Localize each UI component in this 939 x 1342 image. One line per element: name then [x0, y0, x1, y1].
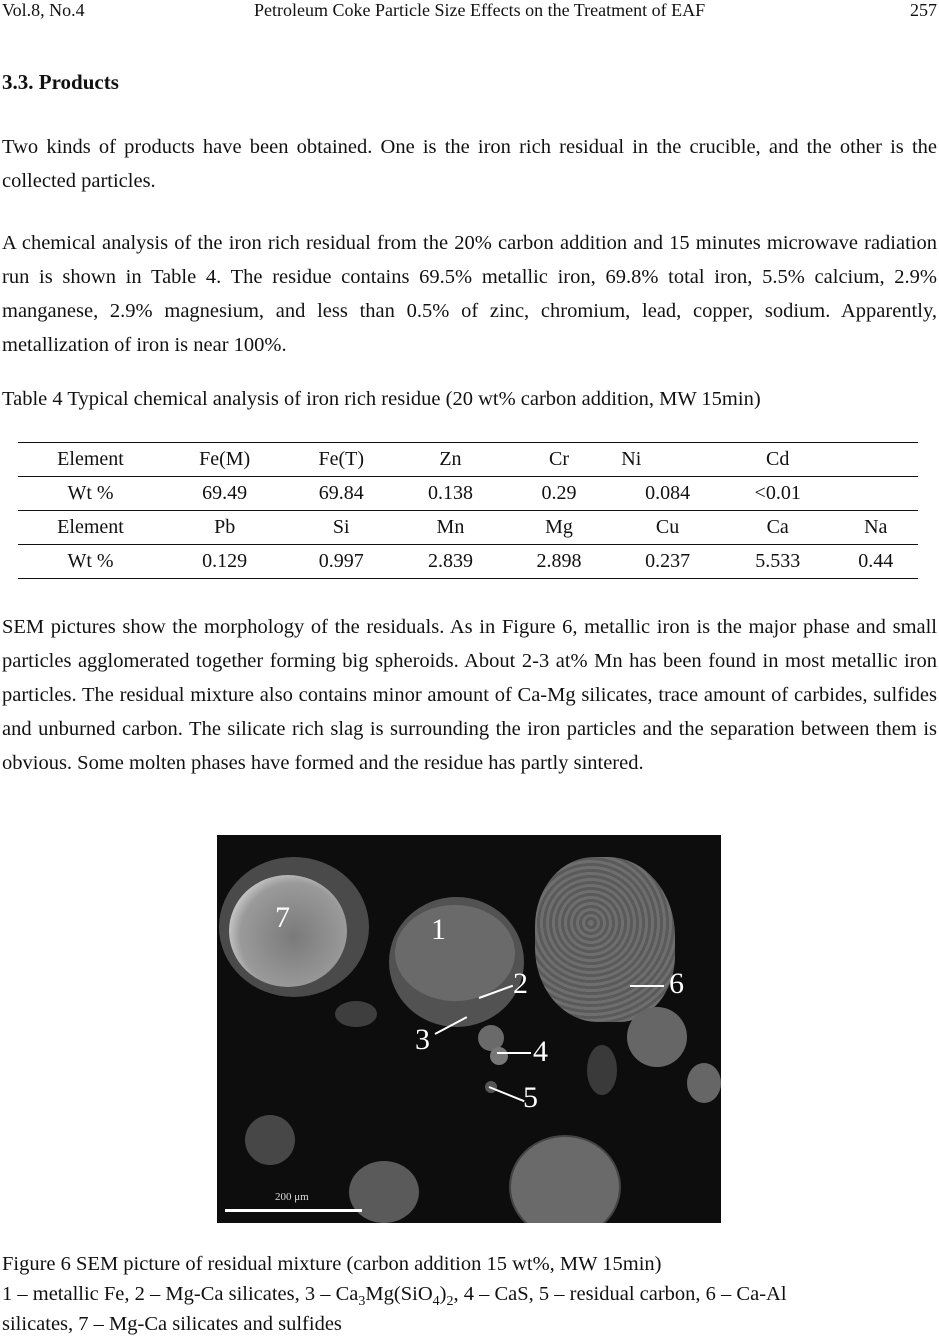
subscript: 3	[358, 1294, 366, 1310]
subscript: 4	[432, 1294, 440, 1310]
table-cell: 0.084	[613, 477, 722, 511]
sem-image	[217, 835, 721, 1223]
table-cell: 0.29	[505, 477, 614, 511]
table-cell: Ca	[722, 511, 834, 545]
table-cell: 0.44	[834, 545, 918, 579]
scale-bar	[225, 1209, 362, 1212]
table-cell: 0.129	[163, 545, 286, 579]
page-number: 257	[910, 0, 937, 20]
paragraph-sem: SEM pictures show the morphology of the residuals. As in Figure 6, metallic iron is the major phase and small particles agglomerated together forming big spheroids. About 2-3 at% Mn has been found in most metallic iron particles. The residual mixture also contains minor amount of Ca-Mg silicates, trace amount of carbides, sulfides and unburned carbon. The silicate rich slag is surrounding the iron particles and the separation between them is obvious. Some molten phases have formed and the residue has partly sintered.	[2, 616, 937, 774]
particle-misc	[587, 1045, 617, 1095]
particle-6	[535, 857, 675, 1022]
table-cell: 0.138	[396, 477, 505, 511]
table-cell: Wt %	[18, 477, 163, 511]
label-5: 5	[523, 1081, 538, 1114]
particle-right-small	[687, 1063, 721, 1103]
table-cell: Mn	[396, 511, 505, 545]
section-heading: 3.3. Products	[2, 70, 119, 94]
table-cell: 0.997	[286, 545, 396, 579]
particle-misc	[245, 1115, 295, 1165]
label-7: 7	[275, 901, 290, 934]
figure-legend-line2: silicates, 7 – Mg-Ca silicates and sulfides	[2, 1313, 342, 1335]
table-cell: 2.839	[396, 545, 505, 579]
label-6: 6	[669, 967, 684, 1000]
table-cell: Cu	[613, 511, 722, 545]
table-cell	[834, 443, 918, 477]
particle-misc	[335, 1001, 377, 1027]
legend-text: 1 – metallic Fe, 2 – Mg-Ca silicates, 3 – Ca	[2, 1283, 359, 1305]
table-cell: 5.533	[722, 545, 834, 579]
label-4: 4	[533, 1035, 548, 1068]
table-cell: <0.01	[722, 477, 834, 511]
label-3: 3	[415, 1023, 430, 1056]
table-cell: Element	[18, 511, 163, 545]
running-header	[0, 0, 939, 22]
arrow-5	[489, 1086, 525, 1102]
table-row	[18, 443, 918, 477]
figure-caption: Figure 6 SEM picture of residual mixture (carbon addition 15 wt%, MW 15min)	[2, 1253, 662, 1275]
table-cell: Cd	[722, 443, 834, 477]
table-cell: Zn	[396, 443, 505, 477]
table-row	[18, 511, 918, 545]
arrow-4	[497, 1052, 531, 1054]
legend-text: Mg(SiO	[365, 1283, 433, 1305]
table-cell: Pb	[163, 511, 286, 545]
particle-misc	[349, 1161, 419, 1223]
table-cell: Fe(M)	[163, 443, 286, 477]
table-cell: Wt %	[18, 545, 163, 579]
running-title: Petroleum Coke Particle Size Effects on the Treatment of EAF	[254, 0, 706, 20]
table-cell: Na	[834, 511, 918, 545]
table-row	[18, 477, 918, 511]
table-cell: 0.237	[613, 545, 722, 579]
table-cell: Cr	[505, 443, 614, 477]
table-cell: Mg	[505, 511, 614, 545]
table-cell	[834, 477, 918, 511]
particle-right	[627, 1007, 687, 1067]
paragraph-chemical-analysis: A chemical analysis of the iron rich residual from the 20% carbon addition and 15 minutes microwave radiation run is shown in Table 4. The residue contains 69.5% metallic iron, 69.8% total iron, 5.5% calcium, 2.9% manganese, 2.9% magnesium, and less than 0.5% of zinc, chromium, lead, copper, sodium. Apparently, metallization of iron is near 100%.	[2, 232, 937, 356]
particle-bottom	[509, 1135, 621, 1223]
particle-1	[395, 905, 515, 1001]
subscript: 2	[446, 1294, 454, 1310]
label-1: 1	[431, 913, 446, 946]
legend-text: )	[439, 1283, 447, 1305]
label-2: 2	[513, 967, 528, 1000]
scale-bar-label: 200 μm	[275, 1191, 309, 1203]
table-row	[18, 545, 918, 579]
paragraph-products: Two kinds of products have been obtained. One is the iron rich residual in the crucible, and the other is the collected particles.	[2, 136, 937, 192]
chemical-analysis-table	[18, 442, 918, 579]
legend-text: , 4 – CaS, 5 – residual carbon, 6 – Ca-Al	[453, 1283, 787, 1305]
arrow-6	[630, 985, 664, 987]
table-caption: Table 4 Typical chemical analysis of iron rich residue (20 wt% carbon addition, MW 15min)	[2, 388, 761, 410]
journal-volume: Vol.8, No.4	[2, 0, 85, 20]
table-cell: Fe(T)	[286, 443, 396, 477]
table-cell: 2.898	[505, 545, 614, 579]
table-cell: Element	[18, 443, 163, 477]
table-cell: 69.49	[163, 477, 286, 511]
table-cell: Si	[286, 511, 396, 545]
particle-4	[490, 1047, 508, 1065]
table-cell: Ni	[613, 443, 722, 477]
table-cell: 69.84	[286, 477, 396, 511]
